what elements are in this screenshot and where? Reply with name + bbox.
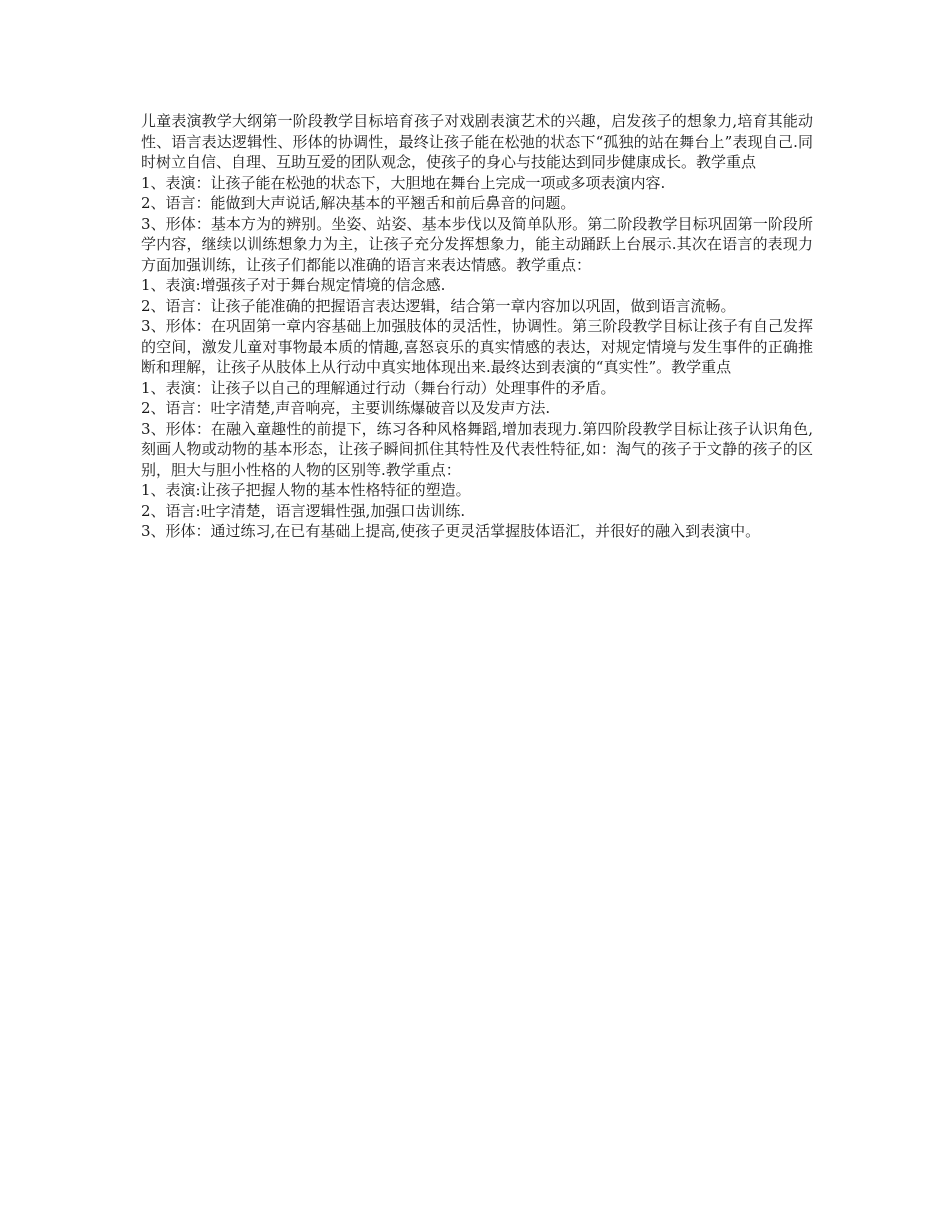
paragraph-item: 3、形体：基本方为的辨别。坐姿、站姿、基本步伐以及简单队形。第二阶段教学目标巩固第一阶段所学内容，继续以训练想象力为主，让孩子充分发挥想象力，能主动踊跃上台展示.其次在语言的表现力方面加强训练，让孩子们都能以准确的语言来表达情感。教学重点： [141,214,813,274]
paragraph-item: 3、形体：通过练习,在已有基础上提高,使孩子更灵活掌握肢体语汇，并很好的融入到表演中。 [141,522,761,540]
paragraph-item: 2、语言:吐字清楚，语言逻辑性强,加强口齿训练. [141,501,466,520]
paragraph-item: 1、表演：让孩子能在松弛的状态下，大胆地在舞台上完成一项或多项表演内容. [141,173,666,192]
paragraph-item: 1、表演:让孩子把握人物的基本性格特征的塑造。 [141,481,471,499]
paragraph-item: 2、语言：吐字清楚,声音响亮，主要训练爆破音以及发声方法. [141,399,551,417]
paragraph-item: 3、形体：在融入童趣性的前提下，练习各种风格舞蹈,增加表现力.第四阶段教学目标让孩子认识角色,刻画人物或动物的基本形态，让孩子瞬间抓住其特性及代表性特征,如：淘气的孩子于文静的孩子的区别，胆大与胆小性格的人物的区别等.教学重点： [141,419,813,479]
paragraph-intro: 儿童表演教学大纲第一阶段教学目标培育孩子对戏剧表演艺术的兴趣，启发孩子的想象力,培育其能动性、语言表达逻辑性、形体的协调性，最终让孩子能在松弛的状态下“孤独的站在舞台上”表现自己.同时树立自信、自理、互助互爱的团队观念，使孩子的身心与技能达到同步健康成长。教学重点 [141,112,813,171]
paragraph-item: 3、形体：在巩固第一章内容基础上加强肢体的灵活性，协调性。第三阶段教学目标让孩子有自己发挥的空间，激发儿童对事物最本质的情趣,喜怒哀乐的真实情感的表达，对规定情境与发生事件的正确推断和理解，让孩子从肢体上从行动中真实地体现出来.最终达到表演的“真实性”。教学重点 [141,317,813,376]
paragraph-item: 1、表演：让孩子以自己的理解通过行动（舞台行动）处理事件的矛盾。 [141,378,616,397]
paragraph-item: 2、语言：让孩子能准确的把握语言表达逻辑，结合第一章内容加以巩固，做到语言流畅。 [141,296,736,315]
paragraph-item: 2、语言：能做到大声说话,解决基本的平翘舌和前后鼻音的问题。 [141,194,576,212]
paragraph-item: 1、表演:增强孩子对于舞台规定情境的信念感. [141,276,446,294]
document-body [141,111,813,542]
